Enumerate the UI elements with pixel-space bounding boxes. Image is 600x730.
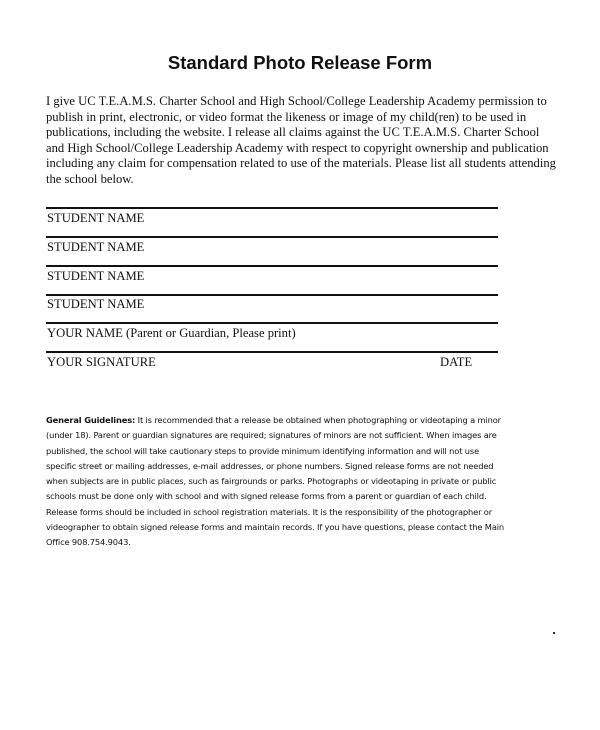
- student-3-line[interactable]: [46, 265, 498, 267]
- date-label: DATE: [440, 355, 473, 369]
- guideline-line: videographer to obtain signed release forms and maintain records. If you have questions, please contact the Main: [46, 522, 505, 533]
- intro-line: I give UC T.E.A.M.S. Charter School and High School/College Leadership Academy permission to: [46, 94, 547, 108]
- guideline-line: Office 908.754.9043.: [46, 537, 131, 548]
- intro-line: publish in print, electronic, or video format the likeness or image of my child(ren) to be used in: [46, 109, 527, 124]
- intro-line: including any claim for compensation related to use of the materials. Please list all students attending: [46, 156, 556, 171]
- intro-line: and High School/College Leadership Academy with respect to copyright ownership and publication: [46, 140, 549, 155]
- page-title: Standard Photo Release Form: [167, 52, 433, 73]
- intro-paragraph: [46, 94, 556, 188]
- guideline-line: It is recommended that a release be obtained when photographing or videotaping a minor: [135, 415, 501, 425]
- signature-line[interactable]: [46, 351, 498, 353]
- guideline-line: specific street or mailing addresses, e-mail addresses, or phone numbers. Signed release forms are not needed: [46, 460, 494, 471]
- student-4-line[interactable]: [46, 294, 498, 296]
- student-2-line[interactable]: [46, 236, 498, 238]
- guideline-line: (under 18). Parent or guardian signatures are required; signatures of minors are not sufficient. When images are: [46, 430, 497, 441]
- student-1-line[interactable]: [46, 207, 498, 209]
- stray-mark: [553, 632, 555, 634]
- student-4-label: STUDENT NAME: [47, 297, 145, 311]
- student-1-label: STUDENT NAME: [47, 211, 145, 225]
- your-name-line[interactable]: [46, 322, 498, 324]
- signature-label: YOUR SIGNATURE: [47, 355, 156, 369]
- student-3-label: STUDENT NAME: [47, 269, 145, 283]
- intro-line: the school below.: [46, 171, 134, 186]
- guideline-line: Release forms should be included in school registration materials. It is the responsibility of the photographer or: [46, 506, 492, 517]
- guideline-line: published, the school will take cautionary steps to provide minimum identifying information and will not use: [46, 445, 480, 456]
- your-name-label: YOUR NAME (Parent or Guardian, Please print): [47, 326, 296, 340]
- intro-line: publications, including the website. I release all claims against the UC T.E.A.M.S. Charter School: [46, 125, 540, 140]
- guideline-line: when subjects are in public places, such as fairgrounds or parks. Photographs or videotaping in private or public: [46, 476, 497, 487]
- guideline-line: schools must be done only with school and with signed release forms from a parent or guardian of each child.: [46, 491, 487, 502]
- general-guidelines: [46, 413, 504, 551]
- guidelines-heading: General Guidelines:: [46, 415, 136, 425]
- student-2-label: STUDENT NAME: [47, 240, 145, 254]
